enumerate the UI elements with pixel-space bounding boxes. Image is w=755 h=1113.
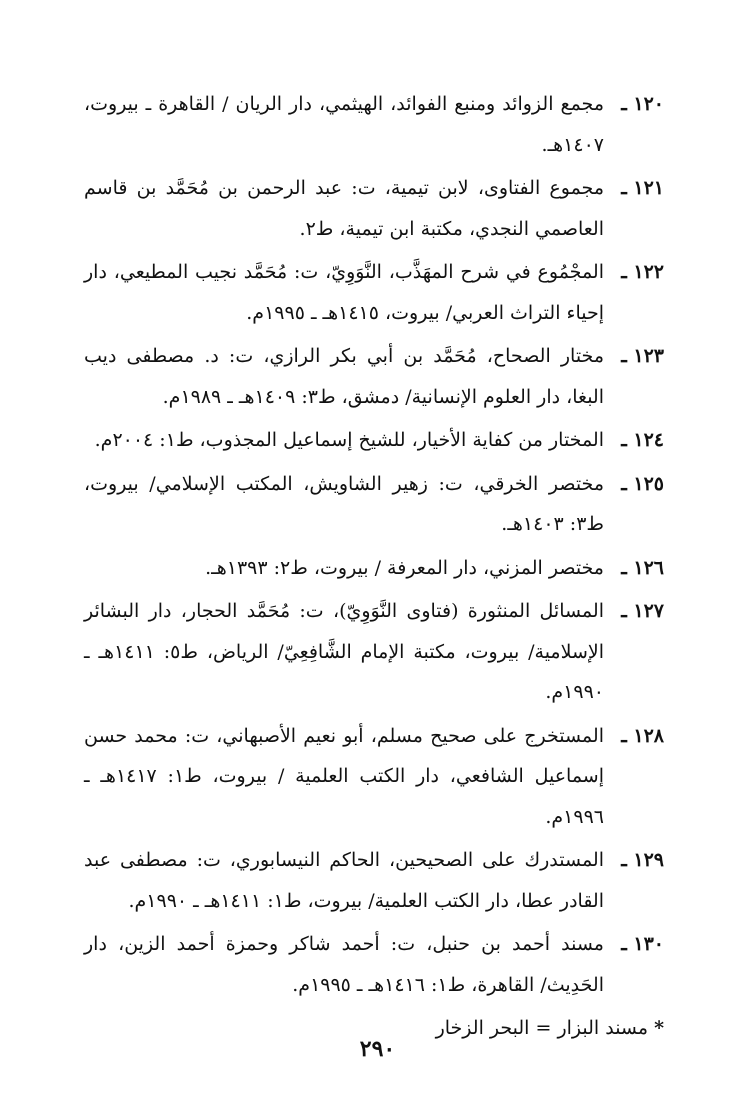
entry-number: ١٢١ ـ	[621, 177, 664, 199]
entry-number: ١٢٣ ـ	[621, 345, 664, 367]
bibliography-page	[84, 84, 664, 1048]
bibliography-entry-126	[84, 548, 664, 589]
bibliography-entry-122	[84, 252, 664, 333]
note-text: مسند البزار = البحر الزخار	[435, 1017, 649, 1039]
entry-text: مختار الصحاح، مُحَمَّد بن أبي بكر الرازي، ت: د. مصطفى ديب البغا، دار العلوم الإنسانية/ دمشق، ط٣: ١٤٠٩هـ ـ ١٩٨٩م.	[84, 345, 604, 408]
bibliography-entry-121	[84, 168, 664, 249]
entry-number: ١٢٨ ـ	[621, 724, 664, 747]
bibliography-entry-129	[84, 840, 664, 921]
entry-number: ١٢٧ ـ	[621, 600, 664, 622]
entry-number: ١٢٦ ـ	[621, 556, 664, 579]
entry-number: ١٢٥ ـ	[621, 472, 664, 495]
bibliography-entry-127	[84, 591, 664, 713]
asterisk-icon: *	[654, 1017, 664, 1039]
bibliography-entry-120	[84, 84, 664, 165]
entry-text: مجمع الزوائد ومنبع الفوائد، الهيثمي، دار الريان / القاهرة ـ بيروت، ١٤٠٧هـ.	[84, 93, 604, 156]
entry-text: المختار من كفاية الأخيار، للشيخ إسماعيل المجذوب، ط١: ٢٠٠٤م.	[94, 429, 604, 451]
bibliography-entry-128	[84, 716, 664, 838]
page-number: ٢٩٠	[359, 1036, 396, 1062]
bibliography-entry-124	[84, 420, 664, 461]
entry-text: المجْمُوع في شرح المهَذَّب، النَّوَوِيّ، ت: مُحَمَّد نجيب المطيعي، دار إحياء التراث العربي/ بيروت، ١٤١٥هـ ـ ١٩٩٥م.	[84, 261, 604, 324]
entry-text: مجموع الفتاوى، لابن تيمية، ت: عبد الرحمن بن مُحَمَّد بن قاسم العاصمي النجدي، مكتبة ابن تيمية، ط٢.	[84, 177, 604, 240]
bibliography-entry-130	[84, 924, 664, 1005]
entry-number: ١٢٩ ـ	[621, 849, 664, 871]
entry-text: المسائل المنثورة (فتاوى النَّوَوِيّ)، ت: مُحَمَّد الحجار، دار البشائر الإسلامية/ بيروت، مكتبة الإمام الشَّافِعِيّ/ الرياض، ط٥: ١٤١١هـ ـ ١٩٩٠م.	[84, 600, 604, 703]
entry-number: ١٢٠ ـ	[621, 93, 664, 115]
entry-number: ١٣٠ ـ	[621, 933, 664, 955]
entry-text: مختصر الخرقي، ت: زهير الشاويش، المكتب الإسلامي/ بيروت، ط٣: ١٤٠٣هـ.	[84, 472, 604, 535]
entry-text: مسند أحمد بن حنبل، ت: أحمد شاكر وحمزة أحمد الزين، دار الحَدِيث/ القاهرة، ط١: ١٤١٦هـ ـ ١٩٩٥م.	[84, 933, 604, 996]
entry-text: مختصر المزني، دار المعرفة / بيروت، ط٢: ١٣٩٣هـ.	[205, 556, 604, 579]
entry-number: ١٢٢ ـ	[621, 261, 664, 283]
entry-text: المستدرك على الصحيحين، الحاكم النيسابوري، ت: مصطفى عبد القادر عطا، دار الكتب العلمية/ بيروت، ط١: ١٤١١هـ ـ ١٩٩٠م.	[84, 849, 604, 912]
bibliography-entry-123	[84, 336, 664, 417]
bibliography-entry-125	[84, 464, 664, 545]
entry-number: ١٢٤ ـ	[621, 429, 664, 451]
entry-text: المستخرج على صحيح مسلم، أبو نعيم الأصبهاني، ت: محمد حسن إسماعيل الشافعي، دار الكتب العلمية / بيروت، ط١: ١٤١٧هـ ـ ١٩٩٦م.	[84, 724, 604, 828]
